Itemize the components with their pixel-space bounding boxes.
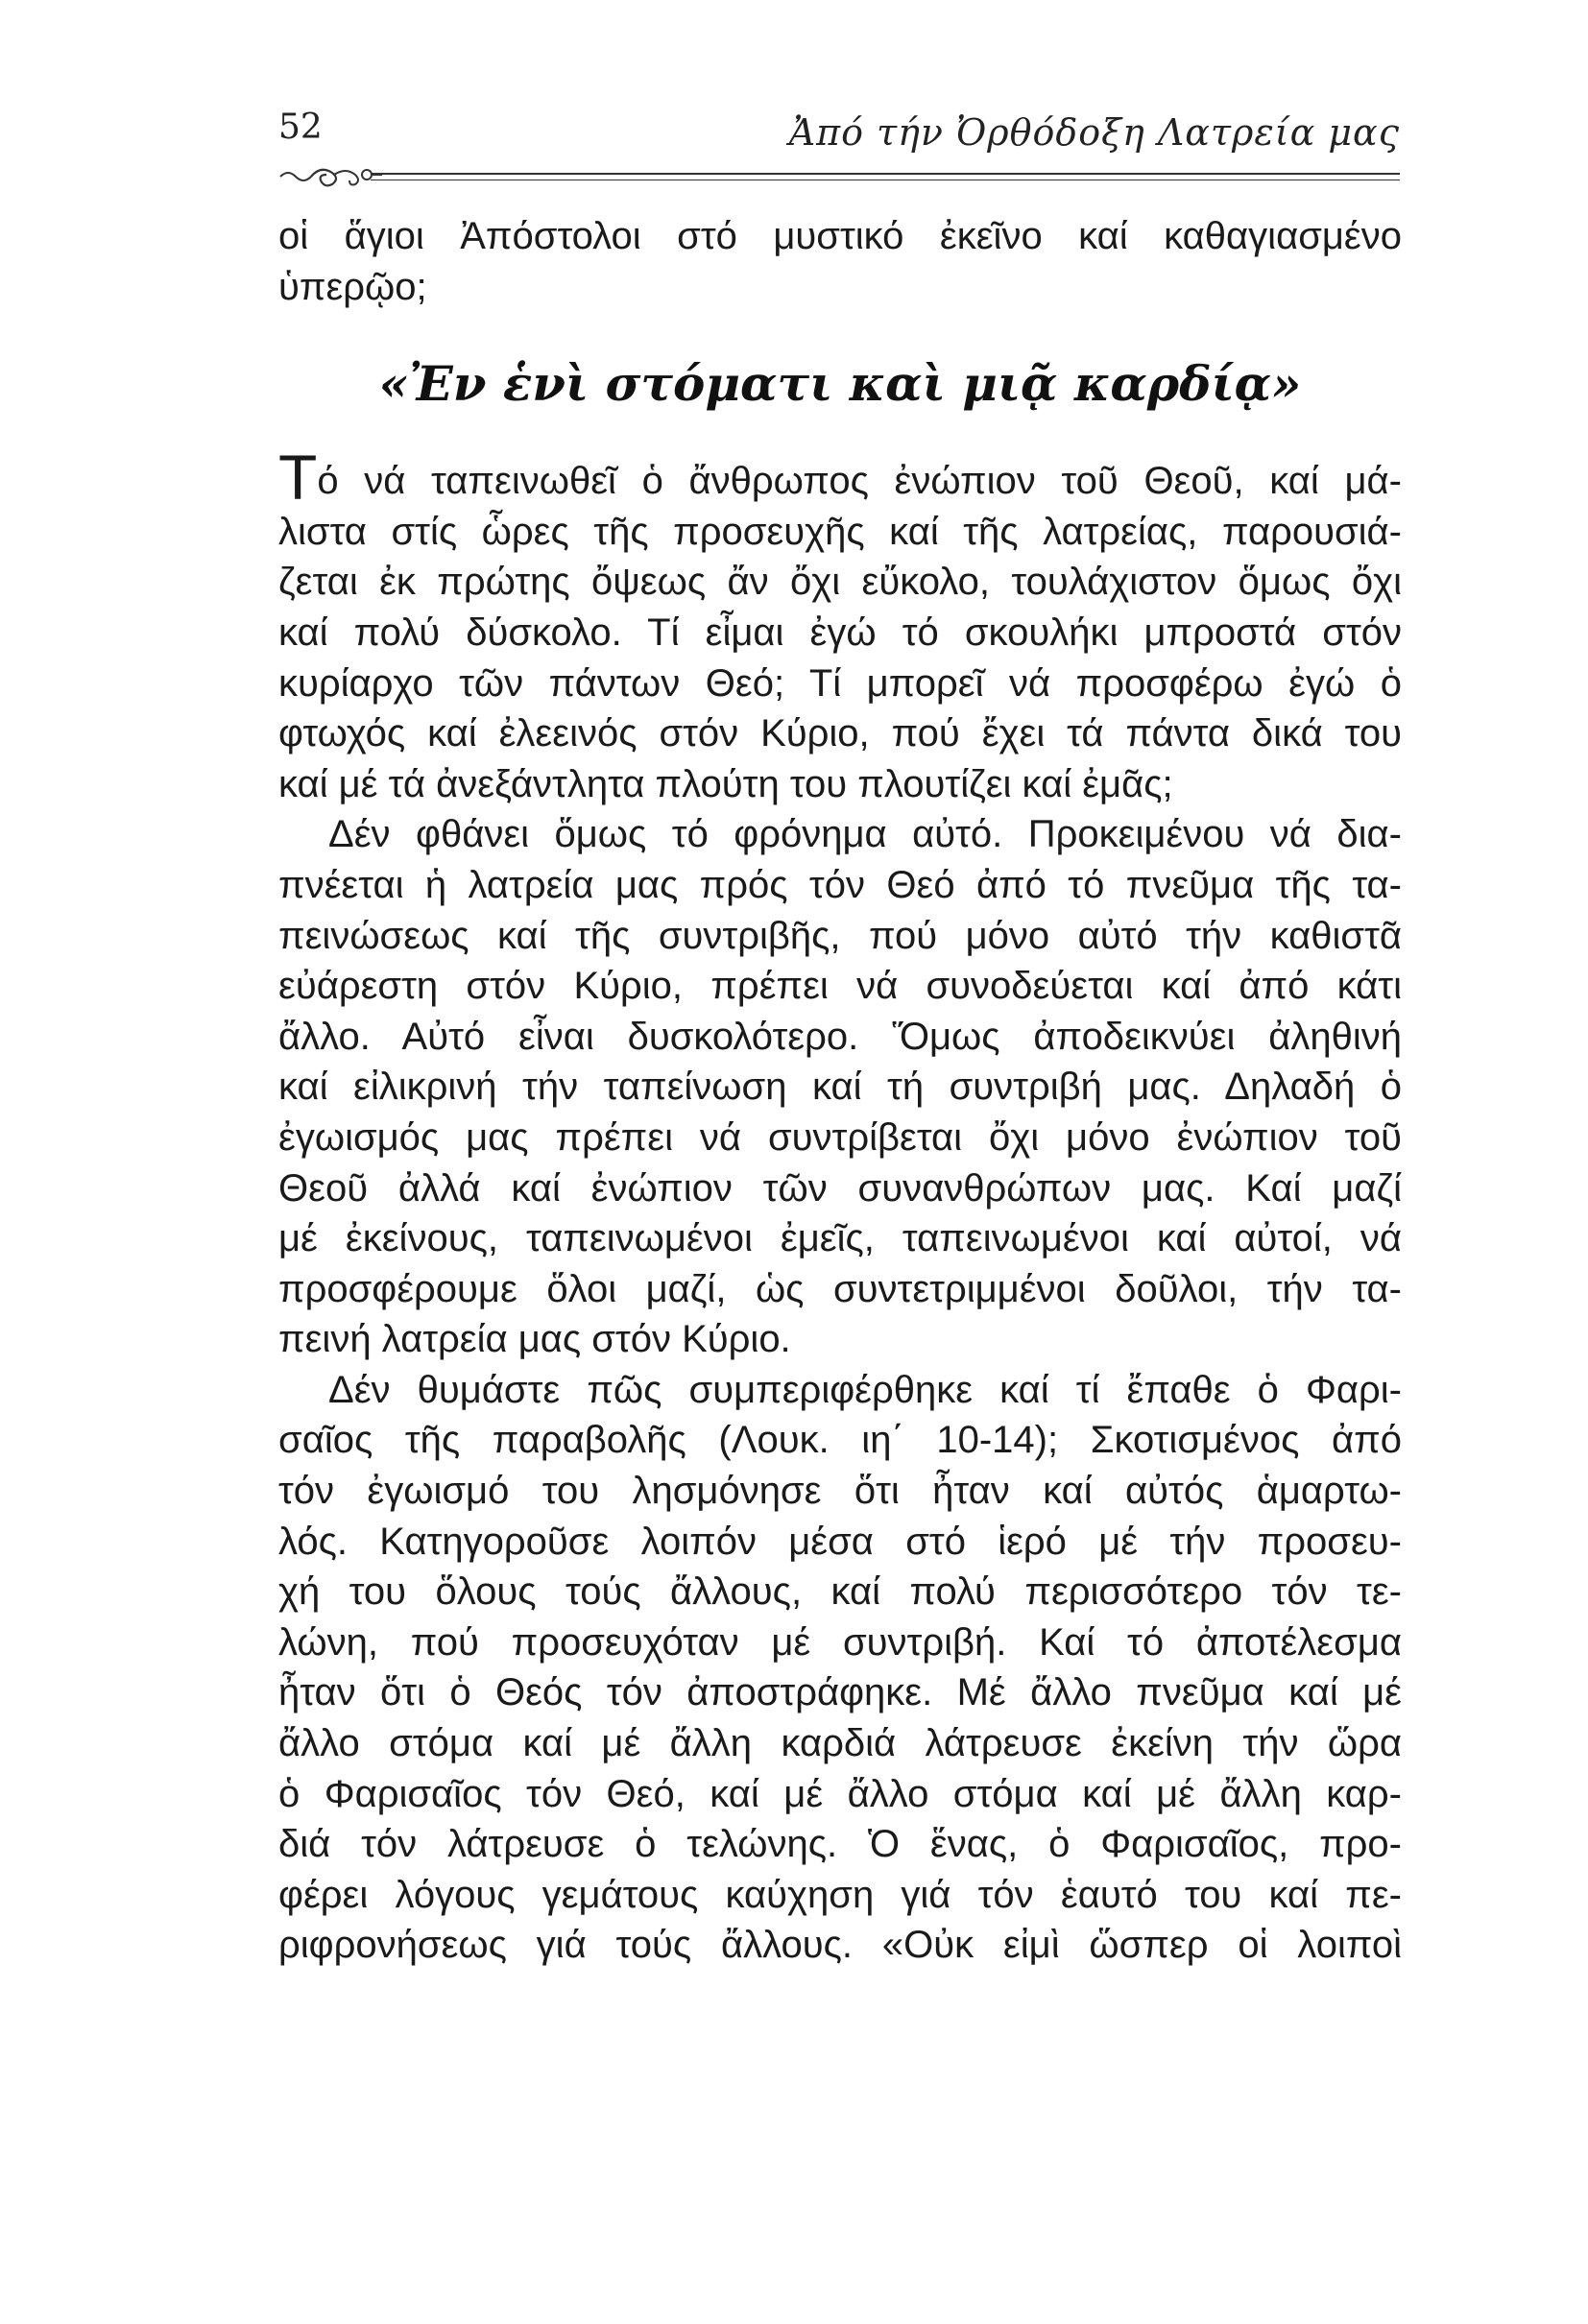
text-line: ὁ Φαρισαῖος τόν Θεό, καί μέ ἄλλο στόμα καί μέ ἄλλη καρ- — [278, 1772, 1402, 1815]
text-line: λός. Κατηγοροῦσε λοιπόν μέσα στό ἱερό μέ τήν προσευ- — [278, 1520, 1402, 1563]
paragraph-first-line — [278, 442, 1402, 514]
text-line: πεινώσεως καί τῆς συντριβῆς, πού μόνο αὐτό τήν καθιστᾶ — [278, 914, 1402, 957]
text-line: μέ ἐκείνους, ταπεινωμένοι ἐμεῖς, ταπεινωμένοι καί αὐτοί, νά — [278, 1217, 1402, 1260]
text-line: καί πολύ δύσκολο. Τί εἶμαι ἐγώ τό σκουλήκι μπροστά στόν — [278, 611, 1402, 654]
text-line: ἄλλο στόμα καί μέ ἄλλη καρδιά λάτρευσε ἐκείνη τήν ὥρα — [278, 1722, 1402, 1765]
text-line: Δέν φθάνει ὅμως τό φρόνημα αὐτό. Προκειμένου νά δια- — [328, 813, 1402, 856]
text-line: τόν ἐγωισμό του λησμόνησε ὅτι ἦταν καί αὐτός ἁμαρτω- — [278, 1470, 1402, 1513]
text-line: ἦταν ὅτι ὁ Θεός τόν ἀποστράφηκε. Μέ ἄλλο πνεῦμα καί μέ — [278, 1671, 1402, 1714]
text-line: καί εἰλικρινή τήν ταπείνωση καί τή συντριβή μας. Δηλαδή ὁ — [278, 1066, 1402, 1109]
header-rule — [371, 173, 1400, 175]
text-line: φτωχός καί ἐλεεινός στόν Κύριο, πού ἔχει τά πάντα δικά του — [278, 712, 1402, 755]
text-line: οἱ ἅγιοι Ἀπόστολοι στό μυστικό ἐκεῖνο καί καθαγιασμένο — [278, 215, 1402, 257]
text-line: σαῖος τῆς παραβολῆς (Λουκ. ιη΄ 10-14); Σκοτισμένος ἀπό — [278, 1419, 1402, 1462]
text-line: προσφέρουμε ὅλοι μαζί, ὡς συντετριμμένοι δοῦλοι, τήν τα- — [278, 1267, 1402, 1310]
text-line: κυρίαρχο τῶν πάντων Θεό; Τί μπορεῖ νά προσφέρω ἐγώ ὁ — [278, 661, 1402, 705]
text-line: πεινή λατρεία μας στόν Κύριο. — [278, 1318, 791, 1361]
body-text — [278, 211, 1402, 1971]
text-line: ό νά ταπεινωθεῖ ὁ ἄνθρωπος ἐνώπιον τοῦ Θεοῦ, καί μά- — [317, 460, 1402, 503]
text-line: Δέν θυμάστε πῶς συμπεριφέρθηκε καί τί ἔπαθε ὁ Φαρι- — [328, 1368, 1402, 1411]
text-line: πνέεται ἡ λατρεία μας πρός τόν Θεό ἀπό τό πνεῦμα τῆς τα- — [278, 863, 1402, 906]
drop-cap: Τ — [278, 442, 318, 514]
text-line: λώνη, πού προσευχόταν μέ συντριβή. Καί τό ἀποτέλεσμα — [278, 1620, 1402, 1664]
text-line: ὑπερῷο; — [278, 265, 427, 308]
section-heading: «Ἐν ἑνὶ στόματι καὶ μιᾷ καρδίᾳ» — [378, 355, 1302, 413]
text-line: ἐγωισμός μας πρέπει νά συντρίβεται ὄχι μόνο ἐνώπιον τοῦ — [278, 1115, 1402, 1159]
text-line: χή του ὅλους τούς ἄλλους, καί πολύ περισσότερο τόν τε- — [278, 1570, 1402, 1614]
page-number: 52 — [278, 108, 323, 147]
text-line: εὐάρεστη στόν Κύριο, πρέπει νά συνοδεύεται καί ἀπό κάτι — [278, 965, 1402, 1008]
text-line: ἄλλο. Αὐτό εἶναι δυσκολότερο. Ὅμως ἀποδεικνύει ἀληθινή — [278, 1015, 1402, 1058]
text-line: ζεται ἐκ πρώτης ὄψεως ἄν ὄχι εὔκολο, τουλάχιστον ὅμως ὄχι — [278, 561, 1402, 604]
running-header — [278, 108, 1400, 175]
text-line: Θεοῦ ἀλλά καί ἐνώπιον τῶν συνανθρώπων μας. Καί μαζί — [278, 1166, 1402, 1210]
scroll-ornament-icon — [278, 163, 384, 190]
text-line: διά τόν λάτρευσε ὁ τελώνης. Ὁ ἕνας, ὁ Φαρισαῖος, προ- — [278, 1823, 1402, 1866]
text-line: καί μέ τά ἀνεξάντλητα πλούτη του πλουτίζει καί ἐμᾶς; — [278, 762, 1173, 805]
text-line: φέρει λόγους γεμάτους καύχηση γιά τόν ἑαυτό του καί πε- — [278, 1873, 1402, 1916]
text-line: ριφρονήσεως γιά τούς ἄλλους. «Οὐκ εἰμὶ ὥσπερ οἱ λοιποὶ — [278, 1924, 1402, 1967]
text-line: λιστα στίς ὧρες τῆς προσευχῆς καί τῆς λατρείας, παρουσιά- — [278, 510, 1402, 553]
running-title: Ἀπό τήν Ὀρθόδοξη Λατρεία μας — [788, 111, 1400, 154]
